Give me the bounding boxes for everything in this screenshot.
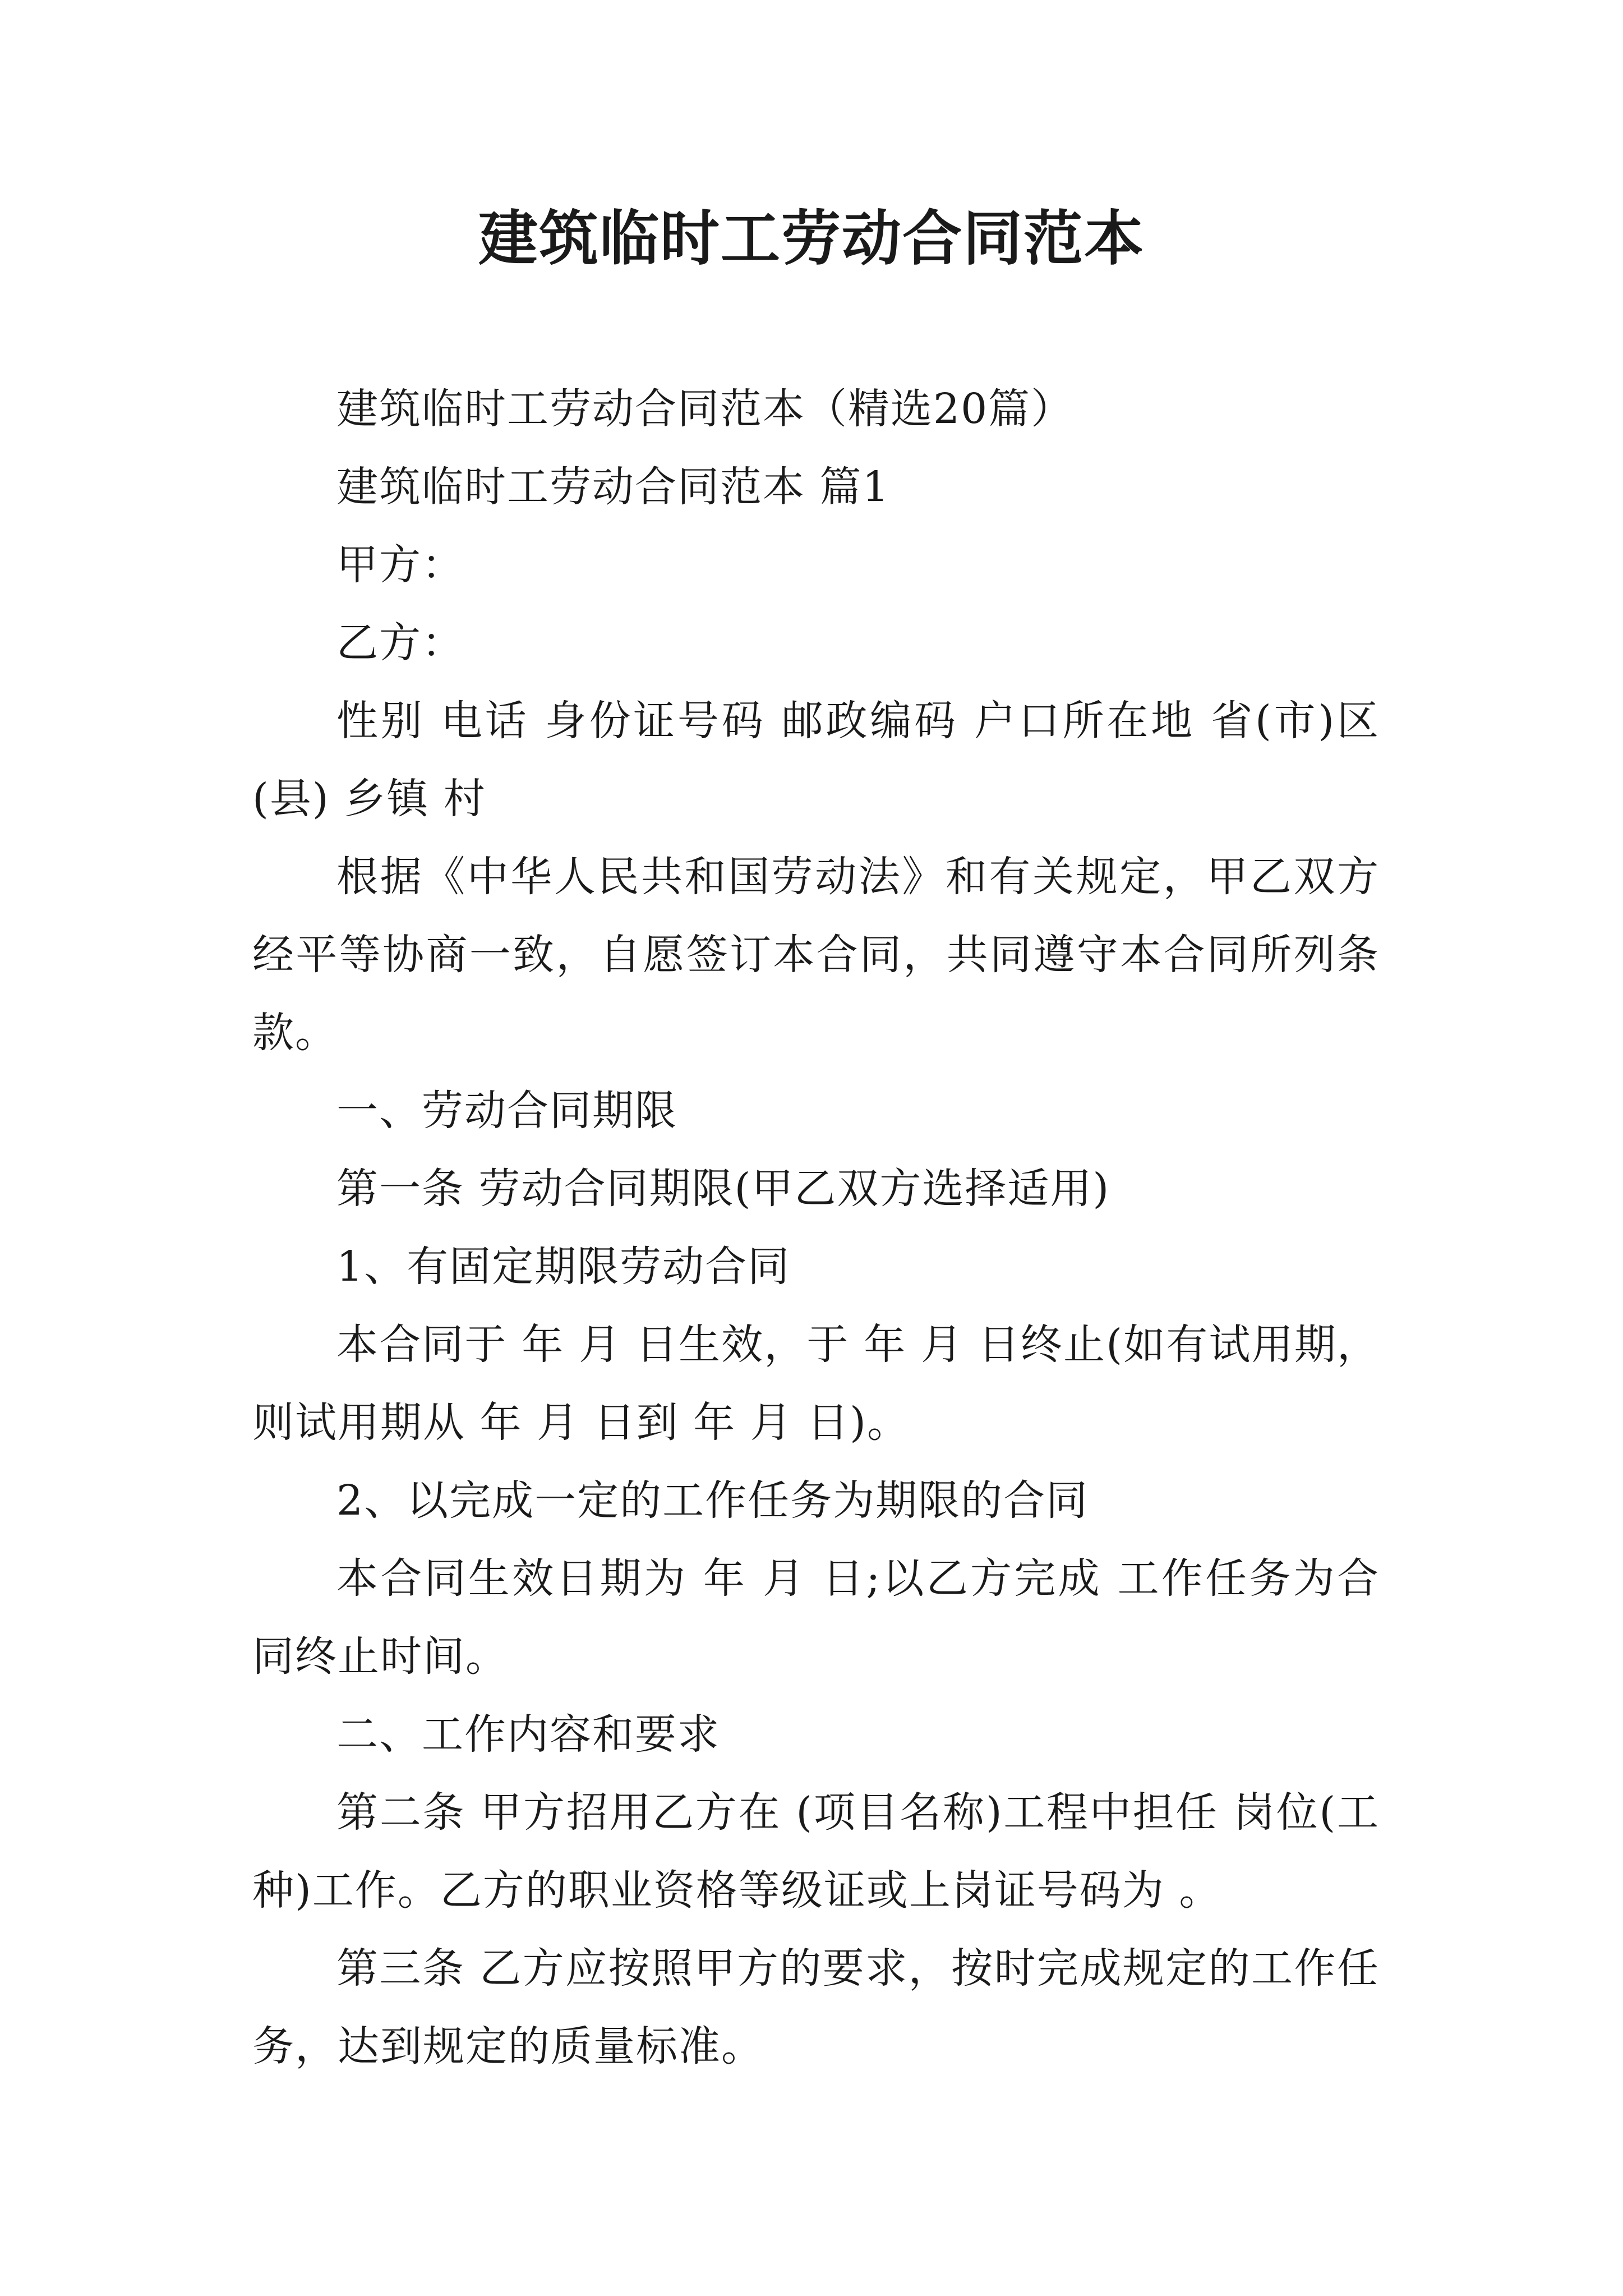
- paragraph-chapter-2: 二、工作内容和要求: [336, 1710, 720, 1759]
- paragraph-item-2: 2、以完成一定的工作任务为期限的合同: [336, 1476, 1089, 1525]
- paragraph-article-3: 第三条 乙方应按照甲方的要求，按时完成规定的工作任务，达到规定的质量标准。: [252, 1944, 1380, 2070]
- paragraph-item-1: 1、有固定期限劳动合同: [336, 1243, 791, 1291]
- paragraph-party-b-info: 性别 电话 身份证号码 邮政编码 户口所在地 省(市)区(县) 乡镇 村: [252, 697, 1380, 823]
- paragraph-chapter-1: 一、劳动合同期限: [336, 1087, 677, 1135]
- paragraph-item-1-detail: 本合同于 年 月 日生效，于 年 月 日终止(如有试用期，则试用期从 年 月 日到 年 月 日)。: [252, 1320, 1380, 1447]
- paragraph-item-2-detail: 本合同生效日期为 年 月 日;以乙方完成 工作任务为合同终止时间。: [252, 1554, 1380, 1681]
- paragraph-preamble: 根据《中华人民共和国劳动法》和有关规定，甲乙双方经平等协商一致，自愿签订本合同，共同遵守本合同所列条款。: [252, 853, 1380, 1057]
- paragraph-article-1: 第一条 劳动合同期限(甲乙双方选择适用): [336, 1165, 1110, 1213]
- paragraph-subtitle: 建筑临时工劳动合同范本（精选20篇）: [336, 385, 1074, 433]
- paragraph-section-heading: 建筑临时工劳动合同范本 篇1: [336, 463, 890, 511]
- document-title: 建筑临时工劳动合同范本: [478, 203, 1145, 273]
- paragraph-party-a: 甲方：: [336, 541, 464, 589]
- paragraph-party-b: 乙方：: [336, 619, 464, 667]
- paragraph-article-2: 第二条 甲方招用乙方在 (项目名称)工程中担任 岗位(工种)工作。乙方的职业资格等级证或上岗证号码为 。: [252, 1788, 1380, 1915]
- document-body: [252, 370, 1380, 2086]
